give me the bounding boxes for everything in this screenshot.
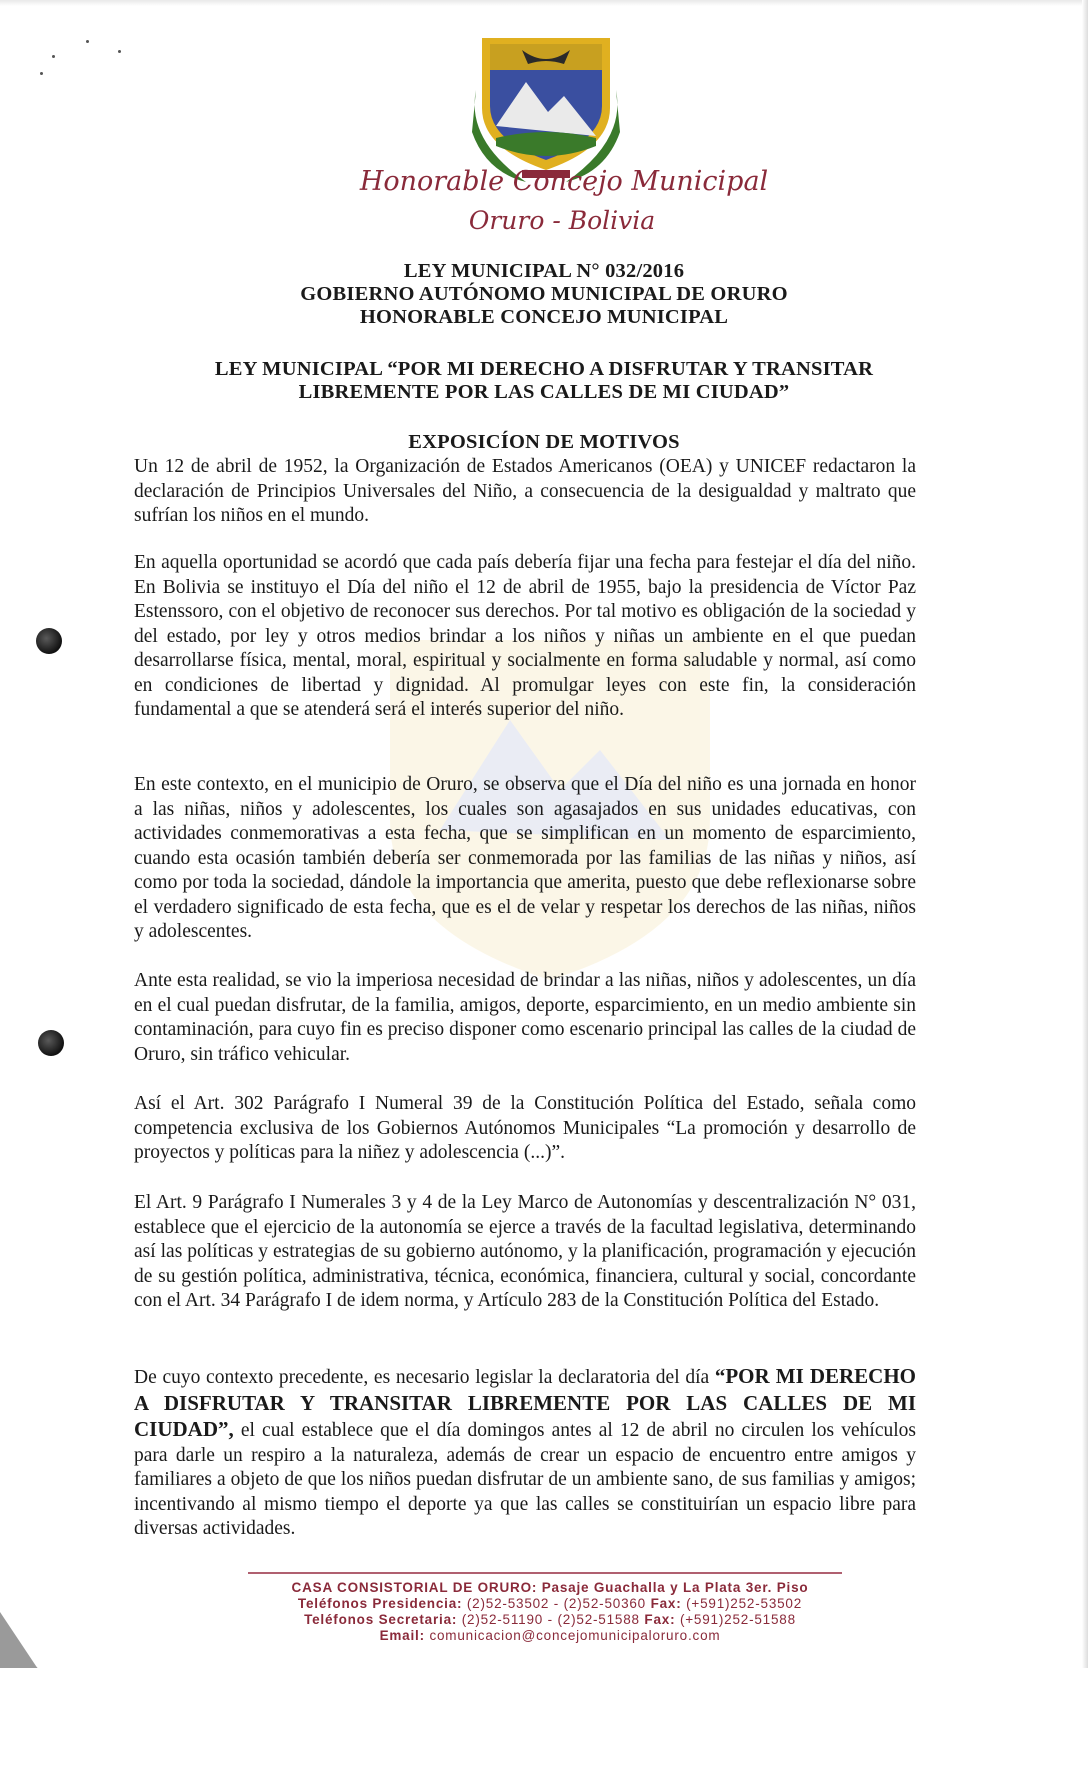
footer-value: (+591)252-53502 — [686, 1596, 803, 1611]
section-heading: EXPOSICÍON DE MOTIVOS — [408, 431, 680, 453]
closing-rest: el cual establece que el día domingos antes al 12 de abril no circulen los vehículos para darle un respiro a la naturaleza, además de crear un espacio de encuentro entre amigos y familiares a objeto de que los niños puedan disfrutar de un ambiente sano, de sus familias y amigos; incentivando al mismo tiempo el deporte ya que las calles se constituirían un espacio libre para diversas actividades. — [134, 1420, 916, 1539]
paragraph-text: Así el Art. 302 Parágrafo I Numeral 39 de la Constitución Política del Estado, señala como competencia exclusiva de los Gobiernos Autónomos Municipales “La promoción y desarrollo de proyectos y políticas para la niñez y adolescencia (...)”. — [134, 1093, 916, 1163]
paragraph-text: En aquella oportunidad se acordó que cada país debería fijar una fecha para festejar el día del niño. En Bolivia se instituyo el Día del niño el 12 de abril de 1955, bajo la presidencia de Víctor Paz Estenssoro, con el objetivo de reconocer sus derechos. Por tal motivo es obligación de la sociedad y del estado, por ley y otros medios brindar a los niños y niñas un ambiente en el que puedan desarrollarse física, mental, moral, espiritual y socialmente en forma saludable y normal, así como en condiciones de libertad y dignidad. Al promulgar leyes con este fin, la consideración fundamental a que se atenderá será el interés superior del niño. — [134, 552, 916, 720]
paragraph — [134, 455, 916, 529]
paragraph-text: El Art. 9 Parágrafo I Numerales 3 y 4 de la Ley Marco de Autonomías y descentralización N° 031, establece que el ejercicio de la autonomía se ejerce a través de la facultad legislativa, determinando así las políticas y estrategias de su gobierno autónomo, y la planificación, programación y ejecución de su gestión política, administrativa, técnica, económica, financiera, cultural y social, concordante con el Art. 34 Parágrafo I de idem norma, y Artículo 283 de la Constitución Política del Estado. — [134, 1192, 916, 1311]
paragraph-text: Ante esta realidad, se vio la imperiosa necesidad de brindar a las niñas, niños y adolescentes, un día en el cual puedan disfrutar, de la familia, amigos, deporte, esparcimiento, en un medio ambiente sin contaminación, para cuyo fin es preciso disponer como escenario principal las calles de la ciudad de Oruro, sin tráfico vehicular. — [134, 970, 916, 1065]
footer-presidency-phones — [240, 1596, 860, 1612]
scan-right-edge — [1082, 0, 1088, 1700]
footer-label: Email: — [379, 1628, 425, 1643]
footer-address: CASA CONSISTORIAL DE ORURO: Pasaje Guachalla y La Plata 3er. Piso — [291, 1580, 809, 1595]
punch-hole-icon — [36, 628, 62, 654]
footer-divider — [248, 1572, 842, 1574]
footer-value: (2)52-51190 - (2)52-51588 — [461, 1612, 640, 1627]
council-heading: HONORABLE CONCEJO MUNICIPAL — [359, 306, 729, 328]
footer-label: Teléfonos Secretaria: — [304, 1612, 458, 1627]
paragraph — [134, 969, 916, 1067]
law-title-line1: LEY MUNICIPAL “POR MI DERECHO A DISFRUTAR Y TRANSITAR — [214, 358, 874, 380]
institution-script-title: Honorable Concejo Municipal — [359, 166, 769, 197]
footer-label: Fax: — [650, 1596, 682, 1611]
location-script-title: Oruro - Bolivia — [468, 206, 656, 235]
closing-intro: De cuyo contexto precedente, es necesario legislar la declaratoria del día — [134, 1367, 715, 1388]
law-number-heading: LEY MUNICIPAL N° 032/2016 — [403, 260, 685, 282]
paragraph — [134, 773, 916, 945]
punch-hole-icon — [38, 1030, 64, 1056]
government-heading: GOBIERNO AUTÓNOMO MUNICIPAL DE ORURO — [300, 283, 788, 305]
law-title-line2: LIBREMENTE POR LAS CALLES DE MI CIUDAD” — [298, 381, 790, 403]
footer-label: Fax: — [644, 1612, 676, 1627]
scan-speck — [86, 40, 89, 43]
closing-paragraph — [134, 1364, 916, 1542]
scan-speck — [40, 72, 43, 75]
scan-speck — [52, 55, 55, 58]
paragraph — [134, 1191, 916, 1314]
paragraph — [134, 1092, 916, 1166]
footer-value: (2)52-53502 - (2)52-50360 — [466, 1596, 646, 1611]
scan-speck — [118, 50, 121, 53]
footer-label: Teléfonos Presidencia: — [297, 1596, 463, 1611]
footer-email-value: comunicacion@concejomunicipaloruro.com — [429, 1628, 721, 1643]
closing-paragraph-text — [134, 1364, 916, 1542]
paragraph-text: Un 12 de abril de 1952, la Organización de Estados Americanos (OEA) y UNICEF redactaron la declaración de Principios Universales del Niño, a consecuencia de la desigualdad y maltrato que sufrían los niños en el mundo. — [134, 456, 916, 526]
coat-of-arms-icon — [462, 30, 630, 188]
paragraph-text: En este contexto, en el municipio de Oruro, se observa que el Día del niño es una jornada en honor a las niñas, niños y adolescentes, los cuales son agasajados en sus unidades educativas, con actividades conmemorativas a esta fecha, que se simplifican en un momento de esparcimiento, cuando esta ocasión también debería ser conmemorada por las familias de las niñas y niños, así como por toda la sociedad, dándole la importancia que amerita, puesto que debe reflexionarse sobre el verdadero significado de esta fecha, que es el de velar y respetar los derechos de las niñas, niños y adolescentes. — [134, 774, 916, 942]
footer-value: (+591)252-51588 — [679, 1612, 796, 1627]
paragraph — [134, 551, 916, 723]
page-bottom-margin — [0, 1668, 1088, 1792]
closing-bold-title: “POR MI DERECHO A DISFRUTAR Y TRANSITAR LIBREMENTE POR LAS CALLES DE MI CIUDAD”, — [134, 1364, 917, 1441]
scan-top-edge — [0, 0, 1088, 6]
